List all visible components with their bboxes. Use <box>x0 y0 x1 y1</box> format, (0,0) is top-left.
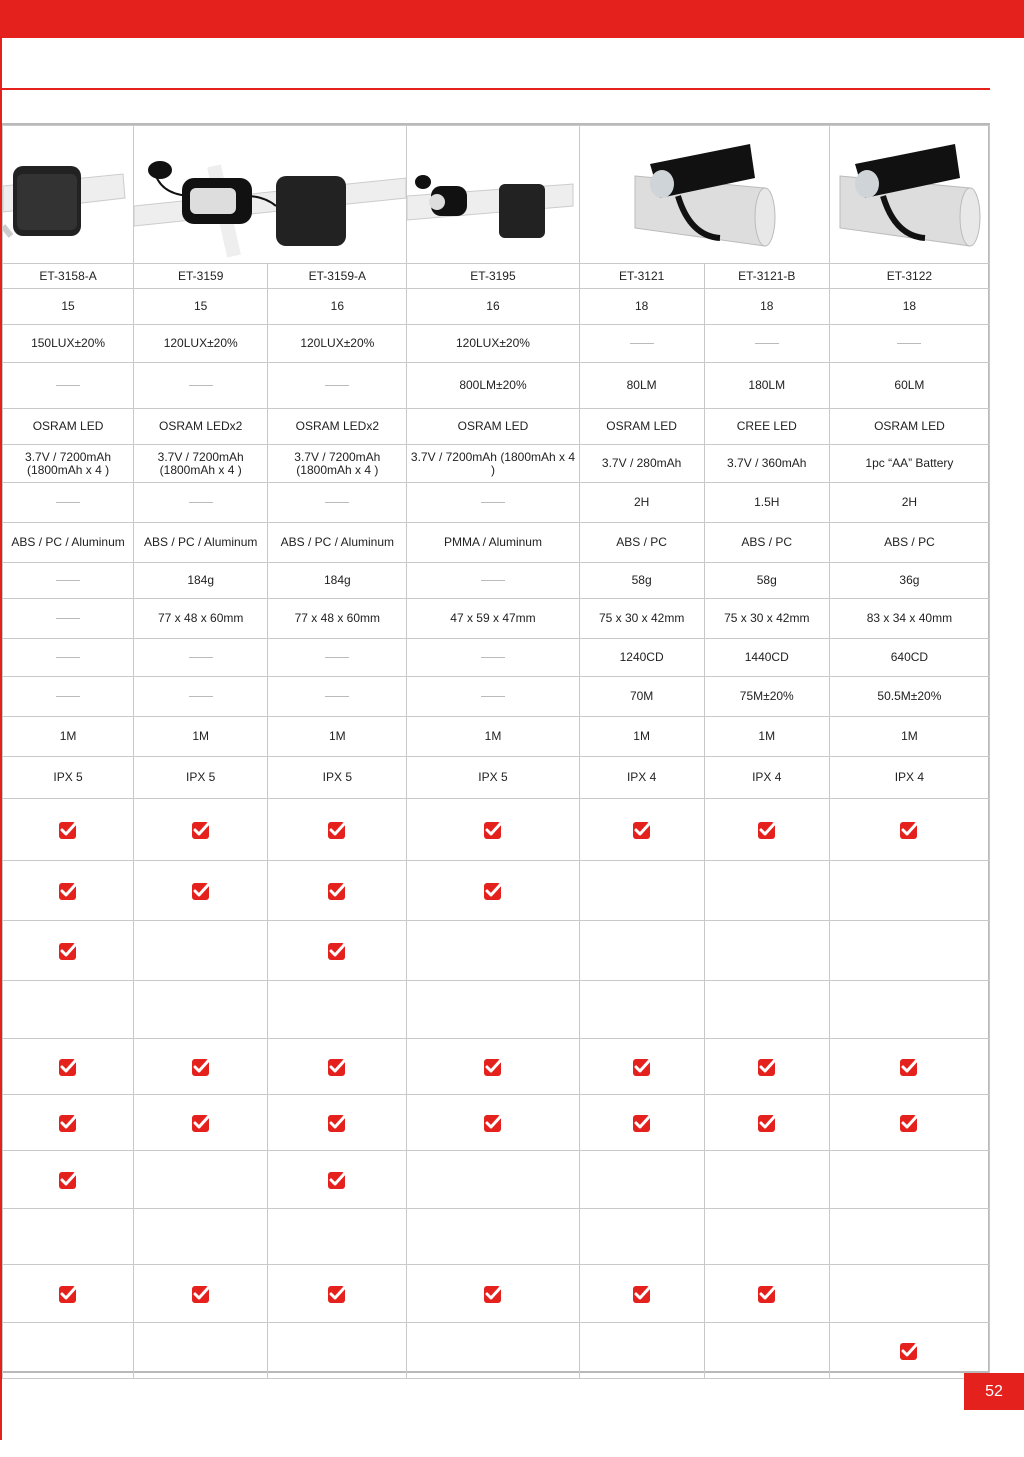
feature-cell <box>704 1323 829 1379</box>
spec-cell: OSRAM LEDx2 <box>134 409 268 445</box>
feature-cell <box>579 1039 704 1095</box>
spec-cell: 15 <box>3 289 134 325</box>
spec-row <box>3 757 990 799</box>
spec-cell: 75 x 30 x 42mm <box>579 599 704 639</box>
spec-cell <box>134 677 268 717</box>
feature-cell <box>134 1265 268 1323</box>
spec-cell <box>3 639 134 677</box>
feature-cell <box>407 1151 579 1209</box>
feature-cell <box>829 1209 989 1265</box>
spec-cell: 120LUX±20% <box>268 325 407 363</box>
spec-cell: 70M <box>579 677 704 717</box>
spec-cell: OSRAM LED <box>829 409 989 445</box>
spec-cell: IPX 4 <box>704 757 829 799</box>
spec-cell: 77 x 48 x 60mm <box>268 599 407 639</box>
feature-cell <box>134 981 268 1039</box>
spec-cell <box>3 563 134 599</box>
feature-cell <box>704 1151 829 1209</box>
dash-placeholder <box>56 502 80 503</box>
spec-cell: 18 <box>579 289 704 325</box>
spec-row <box>3 363 990 409</box>
spec-cell: ABS / PC / Aluminum <box>268 523 407 563</box>
feature-cell <box>829 1265 989 1323</box>
spec-cell: 184g <box>268 563 407 599</box>
spec-cell <box>3 599 134 639</box>
red-checkbox-icon <box>632 1284 652 1304</box>
dash-placeholder <box>189 696 213 697</box>
spec-cell: 3.7V / 7200mAh (1800mAh x 4 ) <box>3 445 134 483</box>
red-checkbox-icon <box>757 1057 777 1077</box>
product-image-et-3158-a <box>3 126 134 264</box>
feature-check-row <box>3 1323 990 1379</box>
red-checkbox-icon <box>191 1113 211 1133</box>
spec-cell: 83 x 34 x 40mm <box>829 599 989 639</box>
feature-check-row <box>3 1209 990 1265</box>
spec-cell: 47 x 59 x 47mm <box>407 599 579 639</box>
product-image-et-3121 <box>579 126 829 264</box>
spec-cell: IPX 5 <box>3 757 134 799</box>
dash-placeholder <box>189 385 213 386</box>
feature-cell <box>579 981 704 1039</box>
spec-cell: 1M <box>268 717 407 757</box>
model-row <box>3 264 990 289</box>
feature-cell <box>134 1095 268 1151</box>
spec-row <box>3 563 990 599</box>
spec-cell: 150LUX±20% <box>3 325 134 363</box>
feature-check-row <box>3 1151 990 1209</box>
spec-cell: ABS / PC <box>579 523 704 563</box>
red-checkbox-icon <box>58 1284 78 1304</box>
feature-cell <box>134 1323 268 1379</box>
spec-cell <box>704 325 829 363</box>
spec-row <box>3 445 990 483</box>
feature-cell <box>579 1151 704 1209</box>
feature-cell <box>579 1323 704 1379</box>
red-checkbox-icon <box>58 881 78 901</box>
red-checkbox-icon <box>899 1057 919 1077</box>
spec-cell: 60LM <box>829 363 989 409</box>
feature-cell <box>268 1039 407 1095</box>
spec-cell: 1M <box>579 717 704 757</box>
feature-cell <box>3 1265 134 1323</box>
feature-cell <box>704 921 829 981</box>
spec-cell: 800LM±20% <box>407 363 579 409</box>
feature-cell <box>407 1323 579 1379</box>
spec-cell: PMMA / Aluminum <box>407 523 579 563</box>
spec-row <box>3 409 990 445</box>
feature-cell <box>3 1151 134 1209</box>
red-checkbox-icon <box>58 820 78 840</box>
feature-cell <box>829 799 989 861</box>
spec-cell <box>407 483 579 523</box>
spec-cell <box>268 363 407 409</box>
feature-cell <box>134 861 268 921</box>
feature-cell <box>829 1323 989 1379</box>
spec-cell: 1M <box>829 717 989 757</box>
spec-row <box>3 483 990 523</box>
dash-placeholder <box>56 657 80 658</box>
feature-cell <box>579 799 704 861</box>
feature-cell <box>407 1095 579 1151</box>
dash-placeholder <box>56 696 80 697</box>
red-checkbox-icon <box>632 1057 652 1077</box>
feature-check-row <box>3 981 990 1039</box>
spec-cell: 75 x 30 x 42mm <box>704 599 829 639</box>
feature-cell <box>704 981 829 1039</box>
dash-placeholder <box>189 657 213 658</box>
spec-cell: 3.7V / 360mAh <box>704 445 829 483</box>
dash-placeholder <box>481 502 505 503</box>
spec-row <box>3 599 990 639</box>
feature-cell <box>134 1151 268 1209</box>
spec-cell: 16 <box>268 289 407 325</box>
feature-cell <box>268 1209 407 1265</box>
spec-cell: 50.5M±20% <box>829 677 989 717</box>
spec-cell: 184g <box>134 563 268 599</box>
red-checkbox-icon <box>327 1170 347 1190</box>
dash-placeholder <box>897 343 921 344</box>
dash-placeholder <box>755 343 779 344</box>
feature-cell <box>579 1209 704 1265</box>
spec-cell: 1440CD <box>704 639 829 677</box>
feature-check-row <box>3 1039 990 1095</box>
product-image-row <box>3 126 990 264</box>
red-checkbox-icon <box>483 1113 503 1133</box>
red-checkbox-icon <box>191 1284 211 1304</box>
spec-cell <box>134 639 268 677</box>
spec-cell: IPX 5 <box>134 757 268 799</box>
red-checkbox-icon <box>899 820 919 840</box>
spec-row <box>3 325 990 363</box>
red-checkbox-icon <box>327 1113 347 1133</box>
red-checkbox-icon <box>483 881 503 901</box>
spec-cell: 180LM <box>704 363 829 409</box>
spec-cell: 3.7V / 7200mAh (1800mAh x 4 ) <box>268 445 407 483</box>
spec-cell: 3.7V / 7200mAh (1800mAh x 4 ) <box>134 445 268 483</box>
feature-cell <box>268 1265 407 1323</box>
feature-cell <box>3 921 134 981</box>
spec-cell: 640CD <box>829 639 989 677</box>
spec-cell <box>407 563 579 599</box>
feature-check-row <box>3 1265 990 1323</box>
feature-check-row <box>3 1095 990 1151</box>
spec-cell: 1M <box>704 717 829 757</box>
spec-cell <box>268 639 407 677</box>
feature-cell <box>407 921 579 981</box>
dash-placeholder <box>630 343 654 344</box>
feature-cell <box>704 861 829 921</box>
feature-cell <box>407 1039 579 1095</box>
page-number: 52 <box>964 1373 1024 1410</box>
spec-cell: IPX 5 <box>407 757 579 799</box>
spec-cell: IPX 4 <box>579 757 704 799</box>
red-checkbox-icon <box>191 881 211 901</box>
spec-table <box>2 125 990 1379</box>
spec-cell <box>134 363 268 409</box>
feature-cell <box>829 1151 989 1209</box>
dash-placeholder <box>56 580 80 581</box>
red-checkbox-icon <box>899 1113 919 1133</box>
dash-placeholder <box>56 618 80 619</box>
red-checkbox-icon <box>483 1057 503 1077</box>
dash-placeholder <box>325 657 349 658</box>
spec-cell: ABS / PC / Aluminum <box>3 523 134 563</box>
spec-cell: OSRAM LED <box>579 409 704 445</box>
red-checkbox-icon <box>191 820 211 840</box>
spec-cell: 16 <box>407 289 579 325</box>
feature-cell <box>134 799 268 861</box>
feature-check-row <box>3 921 990 981</box>
spec-row <box>3 523 990 563</box>
spec-row <box>3 717 990 757</box>
spec-cell: IPX 5 <box>268 757 407 799</box>
spec-cell: ABS / PC <box>704 523 829 563</box>
spec-cell <box>3 677 134 717</box>
model-cell: ET-3159-A <box>268 264 407 289</box>
spec-cell: 120LUX±20% <box>407 325 579 363</box>
feature-cell <box>134 1039 268 1095</box>
dash-placeholder <box>56 385 80 386</box>
feature-cell <box>3 1039 134 1095</box>
feature-cell <box>579 921 704 981</box>
spec-cell: 18 <box>704 289 829 325</box>
feature-cell <box>704 1265 829 1323</box>
feature-check-row <box>3 861 990 921</box>
red-checkbox-icon <box>757 820 777 840</box>
feature-cell <box>704 1095 829 1151</box>
feature-cell <box>829 861 989 921</box>
spec-cell: 75M±20% <box>704 677 829 717</box>
model-cell: ET-3121-B <box>704 264 829 289</box>
top-red-bar <box>0 0 1024 38</box>
spec-cell <box>3 483 134 523</box>
spec-cell: 2H <box>829 483 989 523</box>
feature-cell <box>268 921 407 981</box>
spec-cell: 15 <box>134 289 268 325</box>
model-cell: ET-3122 <box>829 264 989 289</box>
spec-cell: 1240CD <box>579 639 704 677</box>
spec-cell <box>134 483 268 523</box>
red-checkbox-icon <box>632 1113 652 1133</box>
feature-cell <box>134 921 268 981</box>
spec-cell: 2H <box>579 483 704 523</box>
dash-placeholder <box>481 580 505 581</box>
spec-cell: 58g <box>704 563 829 599</box>
spec-cell <box>407 677 579 717</box>
header-red-rule <box>2 88 990 90</box>
dash-placeholder <box>481 657 505 658</box>
red-checkbox-icon <box>632 820 652 840</box>
feature-cell <box>3 861 134 921</box>
spec-cell: 77 x 48 x 60mm <box>134 599 268 639</box>
spec-cell: ABS / PC <box>829 523 989 563</box>
feature-cell <box>704 799 829 861</box>
spec-table-frame <box>2 123 990 1373</box>
model-cell: ET-3195 <box>407 264 579 289</box>
red-checkbox-icon <box>58 1057 78 1077</box>
feature-cell <box>3 799 134 861</box>
feature-cell <box>407 981 579 1039</box>
spec-cell: 18 <box>829 289 989 325</box>
product-image-et-3159 <box>134 126 407 264</box>
red-checkbox-icon <box>327 1057 347 1077</box>
spec-cell: OSRAM LED <box>407 409 579 445</box>
spec-cell: 1M <box>3 717 134 757</box>
model-cell: ET-3159 <box>134 264 268 289</box>
spec-cell: 80LM <box>579 363 704 409</box>
red-checkbox-icon <box>757 1113 777 1133</box>
dash-placeholder <box>189 502 213 503</box>
spec-cell <box>407 639 579 677</box>
feature-cell <box>3 1323 134 1379</box>
feature-cell <box>829 921 989 981</box>
red-checkbox-icon <box>58 941 78 961</box>
dash-placeholder <box>325 385 349 386</box>
spec-cell: ABS / PC / Aluminum <box>134 523 268 563</box>
spec-cell: 1M <box>407 717 579 757</box>
product-image-et-3122 <box>829 126 989 264</box>
red-checkbox-icon <box>327 881 347 901</box>
spec-cell: 36g <box>829 563 989 599</box>
feature-cell <box>3 981 134 1039</box>
spec-cell <box>579 325 704 363</box>
dash-placeholder <box>481 696 505 697</box>
feature-cell <box>407 861 579 921</box>
spec-row <box>3 639 990 677</box>
dash-placeholder <box>325 502 349 503</box>
feature-cell <box>268 861 407 921</box>
model-cell: ET-3121 <box>579 264 704 289</box>
feature-cell <box>579 861 704 921</box>
spec-cell: 3.7V / 7200mAh (1800mAh x 4 ) <box>407 445 579 483</box>
feature-cell <box>268 981 407 1039</box>
feature-cell <box>579 1265 704 1323</box>
feature-cell <box>829 1039 989 1095</box>
feature-cell <box>704 1039 829 1095</box>
feature-cell <box>268 1095 407 1151</box>
feature-cell <box>268 1151 407 1209</box>
feature-cell <box>3 1209 134 1265</box>
dash-placeholder <box>325 696 349 697</box>
feature-cell <box>829 1095 989 1151</box>
feature-cell <box>407 1209 579 1265</box>
spec-cell: CREE LED <box>704 409 829 445</box>
spec-cell <box>268 677 407 717</box>
feature-cell <box>3 1095 134 1151</box>
red-checkbox-icon <box>899 1341 919 1361</box>
spec-cell: 1M <box>134 717 268 757</box>
spec-row <box>3 677 990 717</box>
spec-row <box>3 289 990 325</box>
spec-cell: 120LUX±20% <box>134 325 268 363</box>
feature-cell <box>407 799 579 861</box>
spec-cell: 3.7V / 280mAh <box>579 445 704 483</box>
red-checkbox-icon <box>327 941 347 961</box>
feature-cell <box>268 799 407 861</box>
product-image-et-3195 <box>407 126 579 264</box>
feature-cell <box>704 1209 829 1265</box>
feature-cell <box>579 1095 704 1151</box>
red-checkbox-icon <box>483 1284 503 1304</box>
spec-cell: 58g <box>579 563 704 599</box>
spec-cell: OSRAM LED <box>3 409 134 445</box>
spec-cell <box>268 483 407 523</box>
red-checkbox-icon <box>327 1284 347 1304</box>
model-cell: ET-3158-A <box>3 264 134 289</box>
feature-cell <box>268 1323 407 1379</box>
spec-cell: 1.5H <box>704 483 829 523</box>
feature-cell <box>829 981 989 1039</box>
spec-cell: OSRAM LEDx2 <box>268 409 407 445</box>
red-checkbox-icon <box>327 820 347 840</box>
spec-cell: IPX 4 <box>829 757 989 799</box>
spec-cell <box>829 325 989 363</box>
spec-cell: 1pc “AA” Battery <box>829 445 989 483</box>
red-checkbox-icon <box>483 820 503 840</box>
red-checkbox-icon <box>757 1284 777 1304</box>
feature-cell <box>134 1209 268 1265</box>
feature-cell <box>407 1265 579 1323</box>
red-checkbox-icon <box>58 1113 78 1133</box>
feature-check-row <box>3 799 990 861</box>
spec-cell <box>3 363 134 409</box>
red-checkbox-icon <box>58 1170 78 1190</box>
red-checkbox-icon <box>191 1057 211 1077</box>
